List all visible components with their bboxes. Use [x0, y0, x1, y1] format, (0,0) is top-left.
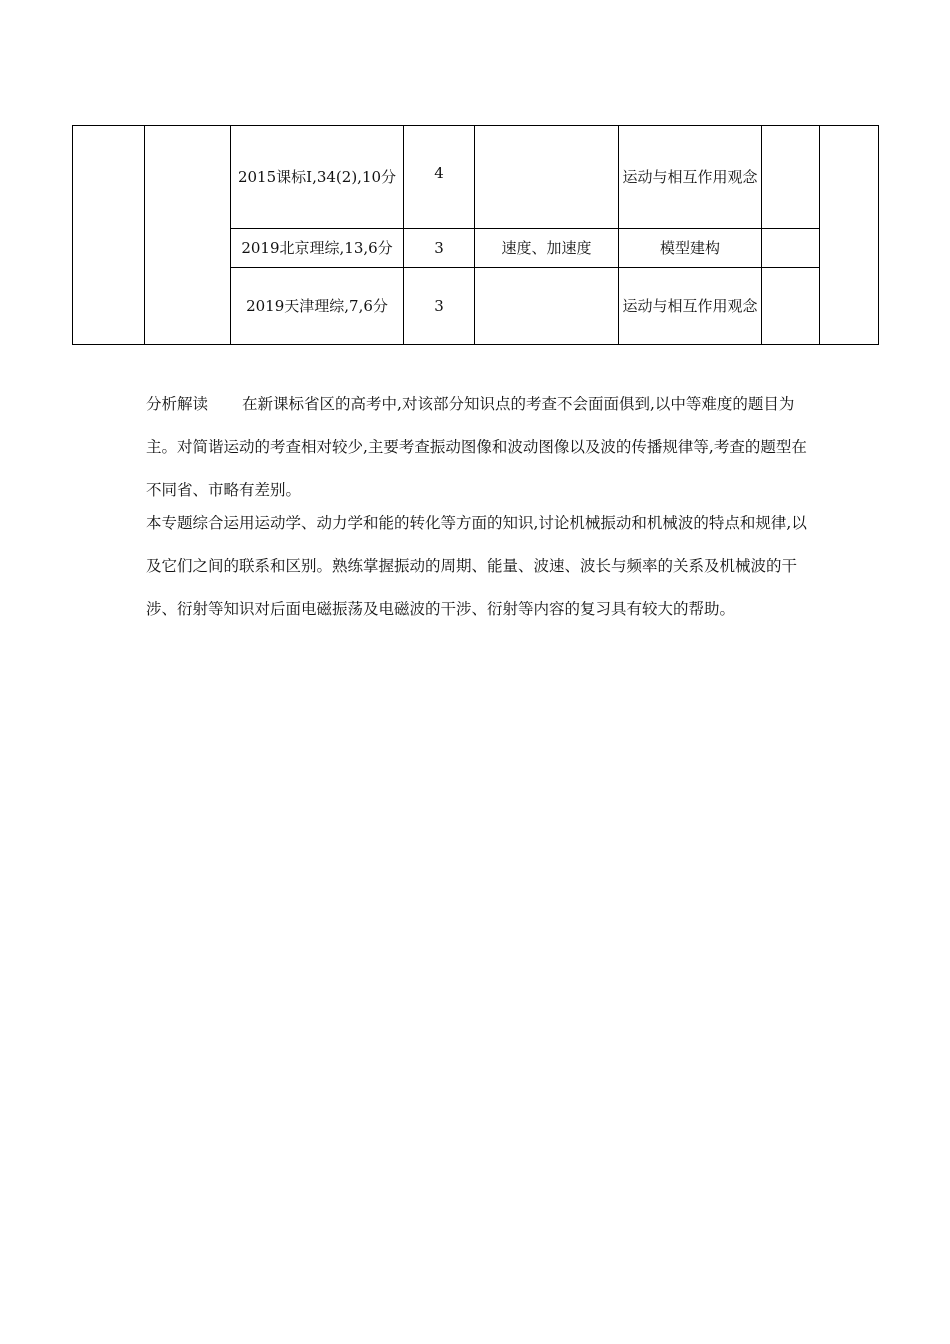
literacy-cell: 模型建构 — [619, 229, 762, 268]
summary-paragraph: 本专题综合运用运动学、动力学和能的转化等方面的知识,讨论机械振动和机械波的特点和规律,以及它们之间的联系和区别。熟练掌握振动的周期、能量、波速、波长与频率的关系及机械波的干涉、衍射等知识对后面电磁振荡及电磁波的干涉、衍射等内容的复习具有较大的帮助。 — [146, 514, 807, 618]
merged-cell-col2 — [145, 126, 231, 345]
source-cell: 2015课标Ⅰ,34(2),10分 — [231, 126, 404, 229]
literacy-cell: 运动与相互作用观念 — [619, 268, 762, 345]
extra-cell — [762, 268, 820, 345]
knowledge-cell — [475, 126, 619, 229]
table-row — [73, 126, 879, 229]
knowledge-cell — [475, 268, 619, 345]
source-cell: 2019天津理综,7,6分 — [231, 268, 404, 345]
exam-table — [72, 125, 879, 345]
literacy-cell: 运动与相互作用观念 — [619, 126, 762, 229]
merged-cell-col1 — [73, 126, 145, 345]
knowledge-cell: 速度、加速度 — [475, 229, 619, 268]
analysis-text: 在新课标省区的高考中,对该部分知识点的考查不会面面俱到,以中等难度的题目为主。对简谐运动的考查相对较少,主要考查振动图像和波动图像以及波的传播规律等,考查的题型在不同省、市略有差别。 — [146, 395, 807, 499]
analysis-paragraph — [146, 383, 816, 512]
extra-cell — [762, 126, 820, 229]
merged-cell-col8 — [820, 126, 879, 345]
score-cell: 3 — [404, 268, 475, 345]
source-cell: 2019北京理综,13,6分 — [231, 229, 404, 268]
extra-cell — [762, 229, 820, 268]
score-cell: 3 — [404, 229, 475, 268]
analysis-label: 分析解读 — [146, 395, 209, 413]
score-cell: 4 — [404, 126, 475, 229]
